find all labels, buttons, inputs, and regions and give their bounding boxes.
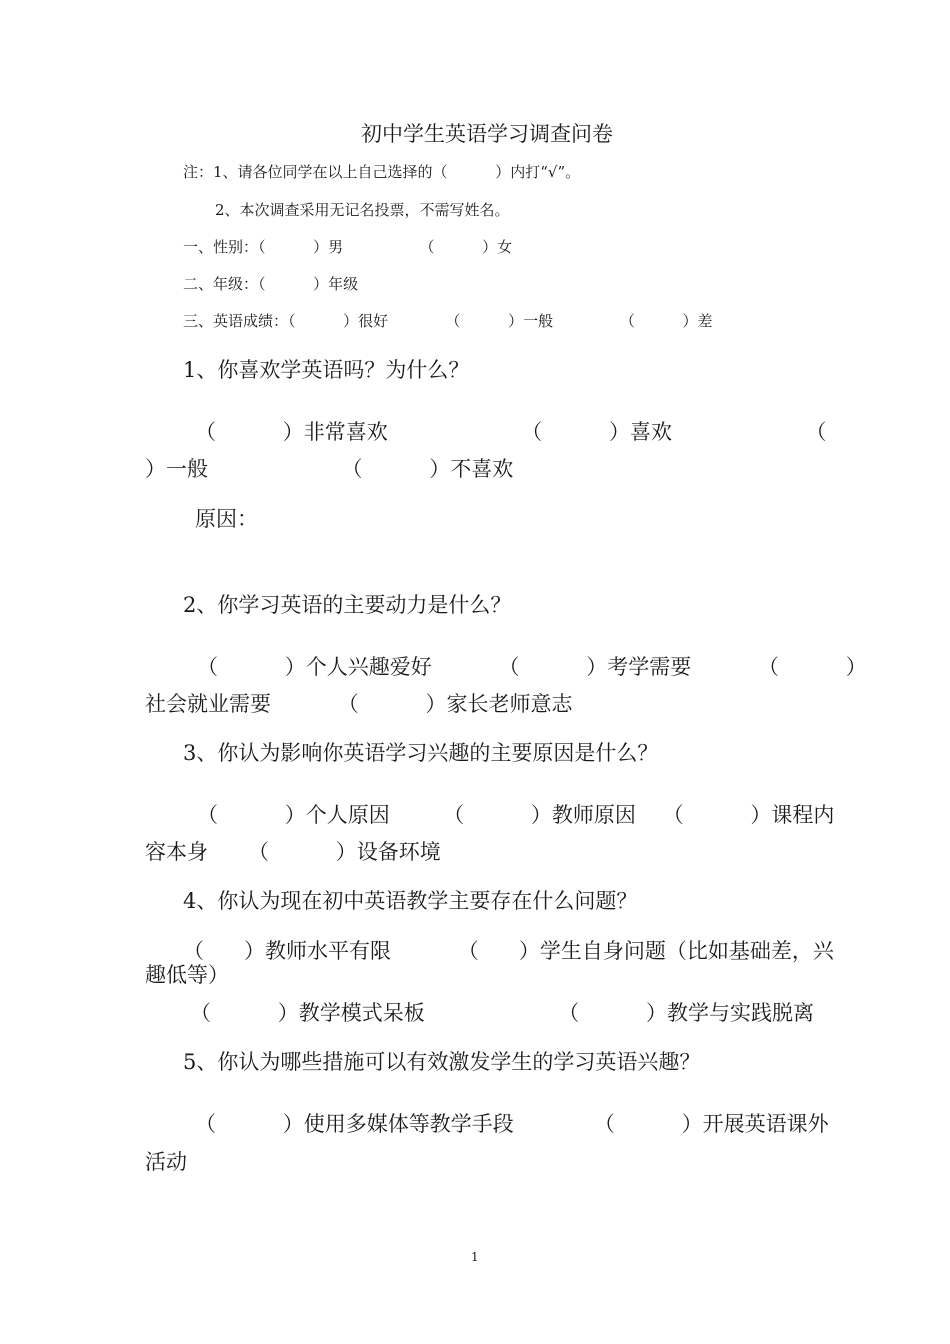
q1-options-line-2: ）一般 （ ）不喜欢: [145, 457, 514, 481]
q4-options-line-3: （ ）教学模式呆板 （ ）教学与实践脱离: [190, 1001, 815, 1025]
question-2: 2、你学习英语的主要动力是什么？: [183, 593, 512, 617]
q3-options-line-2: 容本身 （ ）设备环境: [145, 840, 441, 864]
question-4: 4、你认为现在初中英语教学主要存在什么问题？: [183, 889, 638, 913]
q5-options-line-1: （ ）使用多媒体等教学手段 （ ）开展英语课外: [195, 1112, 829, 1136]
question-1: 1、你喜欢学英语吗？为什么？: [183, 358, 470, 382]
q4-options-line-2: 趣低等）: [145, 963, 229, 987]
q3-options-line-1: （ ）个人原因 （ ）教师原因 （ ）课程内: [197, 803, 835, 827]
grade-line: 二、年级：（ ）年级: [183, 275, 359, 293]
q2-options-line-2: 社会就业需要 （ ）家长老师意志: [145, 692, 573, 716]
note-2: 2、本次调查采用无记名投票，不需写姓名。: [215, 201, 510, 219]
note-1: 注：1、请各位同学在以上自己选择的（ ）内打“√”。: [183, 163, 581, 181]
q1-options-line-1: （ ）非常喜欢 （ ）喜欢 （: [195, 420, 827, 444]
page-number: 1: [471, 1250, 479, 1264]
q4-options-line-1: （ ）教师水平有限 （ ）学生自身问题（比如基础差，兴: [183, 939, 834, 963]
q2-options-line-1: （ ）个人兴趣爱好 （ ）考学需要 （ ）: [197, 655, 867, 679]
english-score-line: 三、英语成绩：（ ）很好 （ ）一般 （ ）差: [183, 312, 713, 330]
q1-reason-label: 原因：: [195, 507, 258, 531]
q5-options-line-2: 活动: [145, 1150, 187, 1174]
gender-line: 一、性别：（ ）男 （ ）女: [183, 238, 513, 256]
survey-title: 初中学生英语学习调查问卷: [361, 122, 613, 146]
question-5: 5、你认为哪些措施可以有效激发学生的学习英语兴趣？: [183, 1050, 701, 1074]
question-3: 3、你认为影响你英语学习兴趣的主要原因是什么？: [183, 741, 659, 765]
